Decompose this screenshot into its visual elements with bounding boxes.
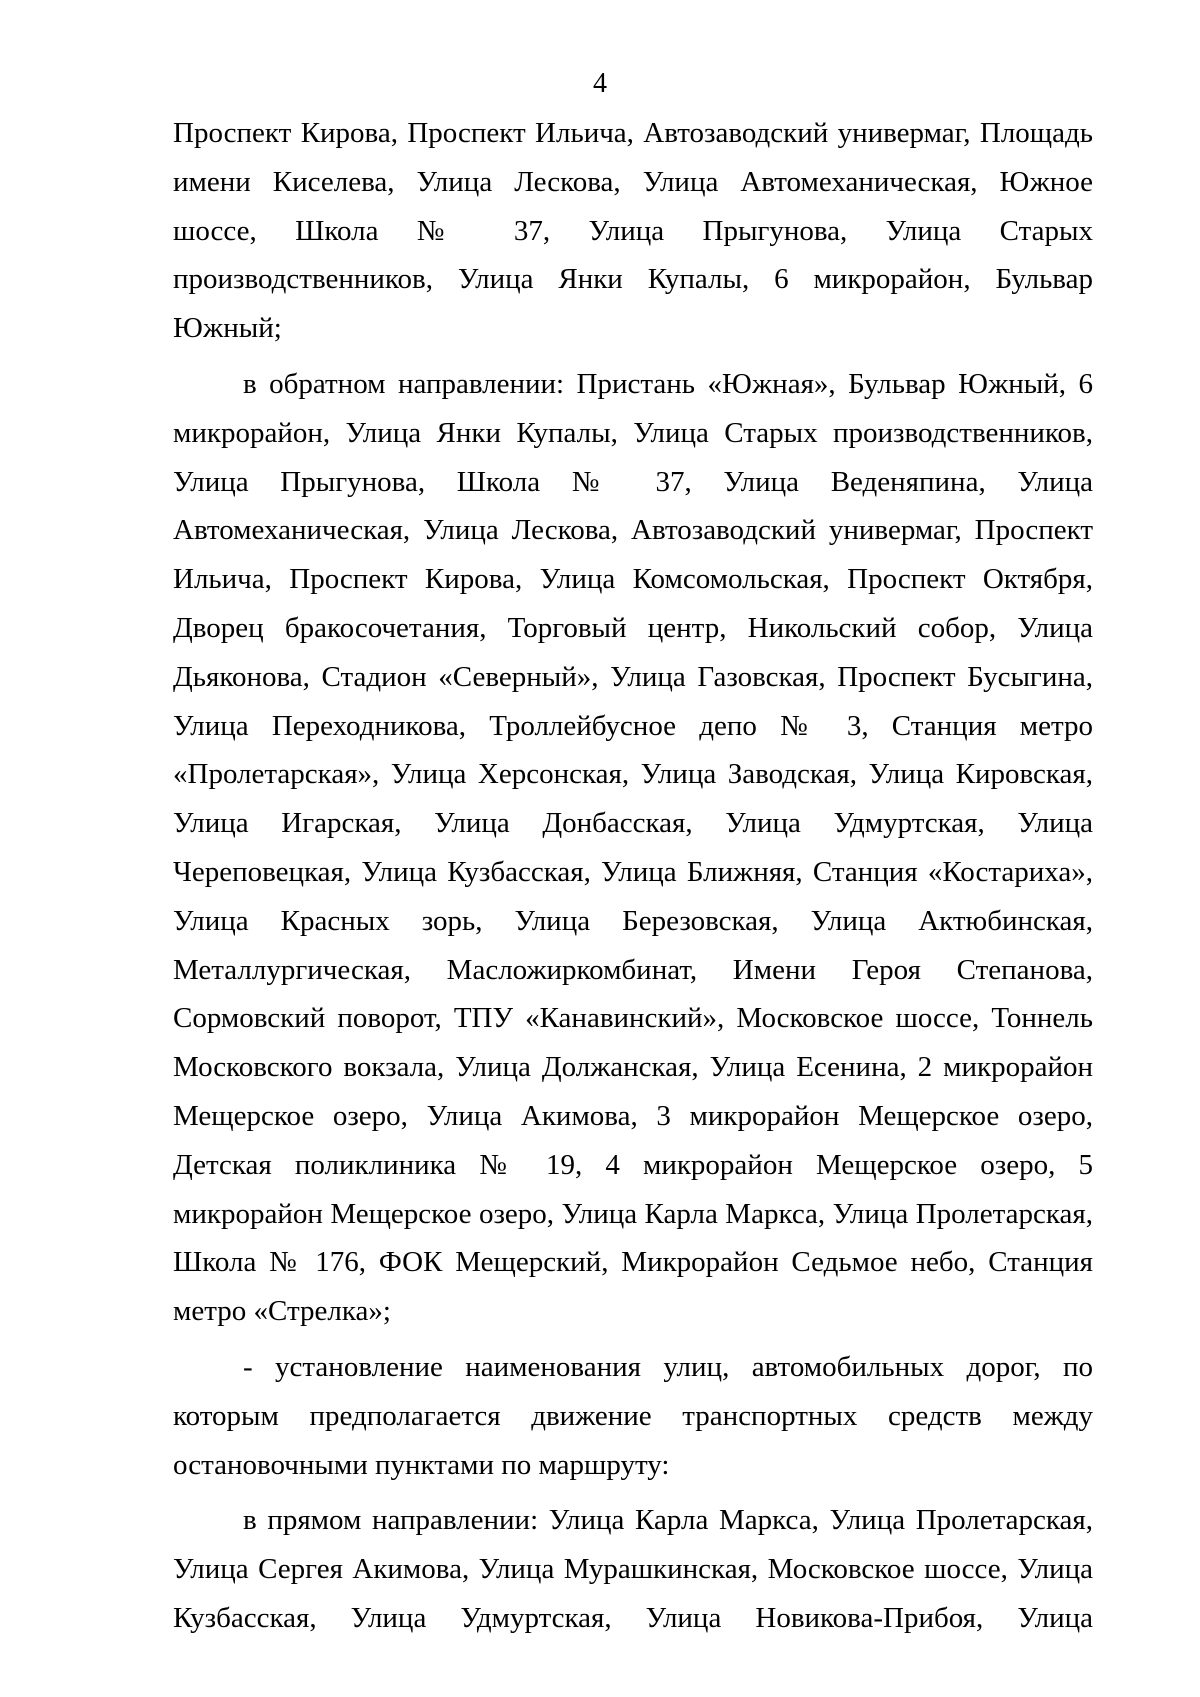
document-body (173, 109, 1093, 1643)
paragraph-forward-stops-continued: Проспект Кирова, Проспект Ильича, Автозаводский универмаг, Площадь имени Киселева, Улица Лескова, Улица Автомеханическая, Южное шоссе, Школа № 37, Улица Прыгунова, Улица Старых производственников, Улица Янки Купалы, 6 микрорайон, Бульвар Южный; (173, 117, 1093, 345)
paragraph-forward-direction-streets: в прямом направлении: Улица Карла Маркса, Улица Пролетарская, Улица Сергея Акимова, Улица Мурашкинская, Московское шоссе, Улица Кузбасская, Улица Удмуртская, Улица Новикова-Прибоя, Улица (173, 1504, 1093, 1634)
page-number: 4 (593, 68, 607, 99)
paragraph-street-names-heading: - установление наименования улиц, автомобильных дорог, по которым предполагается движение транспортных средств между остановочными пунктами по маршруту: (173, 1350, 1093, 1481)
paragraph-reverse-direction-stops: в обратном направлении: Пристань «Южная», Бульвар Южный, 6 микрорайон, Улица Янки Купалы, Улица Старых производственников, Улица Прыгунова, Школа № 37, Улица Веденяпина, Улица Автомеханическая, Улица Лескова, Автозаводский универмаг, Проспект Ильича, Проспект Кирова, Улица Комсомольская, Проспект Октября, Дворец бракосочетания, Торговый центр, Никольский собор, Улица Дьяконова, Стадион «Северный», Улица Газовская, Проспект Бусыгина, Улица Переходникова, Троллейбусное депо № 3, Станция метро «Пролетарская», Улица Херсонская, Улица Заводская, Улица Кировская, Улица Игарская, Улица Донбасская, Улица Удмуртская, Улица Череповецкая, Улица Кузбасская, Улица Ближняя, Станция «Костариха», Улица Красных зорь, Улица Березовская, Улица Актюбинская, Металлургическая, Масложиркомбинат, Имени Героя Степанова, Сормовский поворот, ТПУ «Канавинский», Московское шоссе, Тоннель Московского вокзала, Улица Должанская, Улица Есенина, 2 микрорайон Мещерское озеро, Улица Акимова, 3 микрорайон Мещерское озеро, Детская поликлиника № 19, 4 микрорайон Мещерское озеро, 5 микрорайон Мещерское озеро, Улица Карла Маркса, Улица Пролетарская, Школа № 176, ФОК Мещерский, Микрорайон Седьмое небо, Станция метро «Стрелка»; (173, 367, 1093, 1328)
